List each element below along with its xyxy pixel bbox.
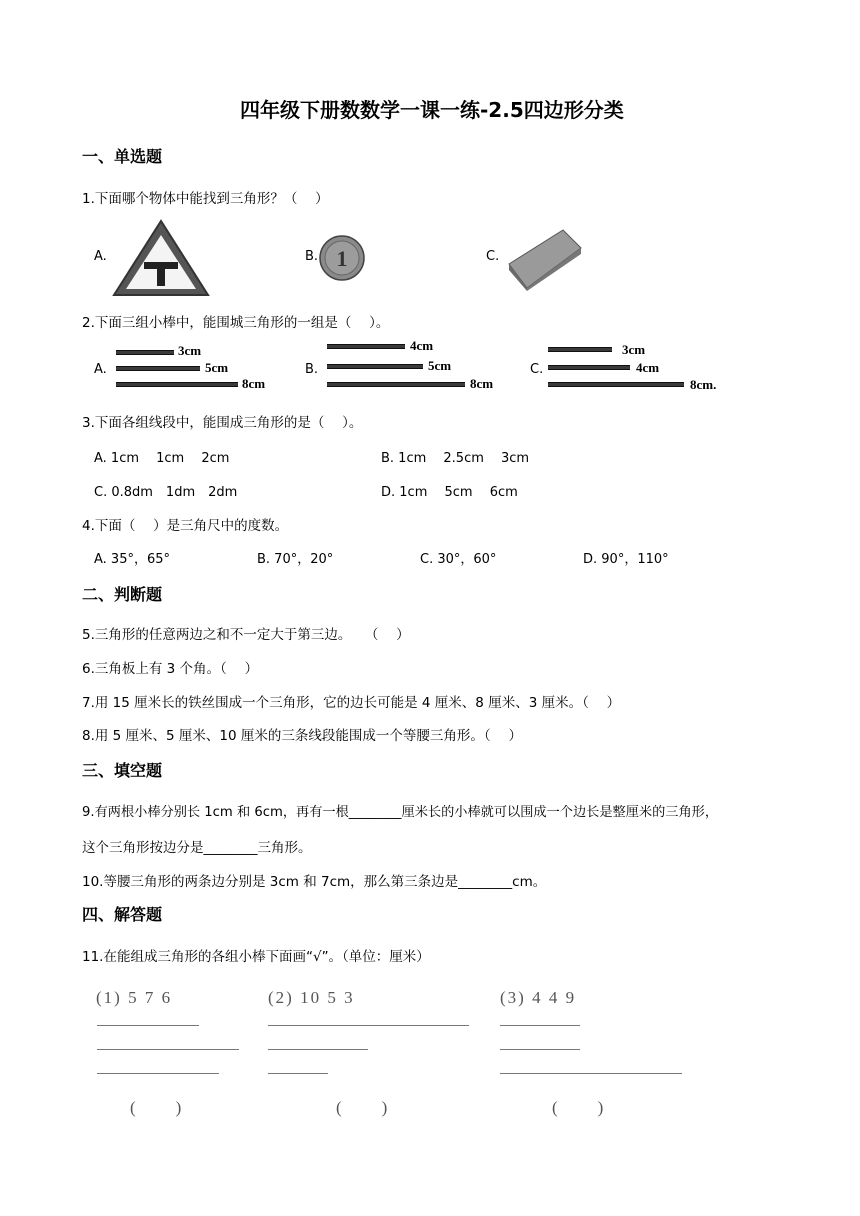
q11-g2-stick-1 [268,1025,469,1026]
question-4: 4.下面（ ）是三角尺中的度数。 [82,518,289,534]
q11-group-1-paren: ( ) [130,1098,184,1117]
section-heading-fill-blank: 三、填空题 [82,761,163,780]
question-5: 5.三角形的任意两边之和不一定大于第三边。 （ ） [82,627,410,643]
svg-text:1: 1 [336,246,348,271]
q2-c-stick-2 [548,365,630,370]
q2-c-stick-2-label: 4cm [636,360,660,375]
q4-option-d: D. 90°，110° [583,552,669,567]
q2-b-stick-1-label: 4cm [410,338,434,353]
question-9-line-1: 9.有两根小棒分别长 1cm 和 6cm，再有一根________厘米长的小棒就可以围成一个边长是整厘米的三角形， [82,805,719,820]
q11-g1-stick-3 [97,1073,219,1074]
question-9-line-2: 这个三角形按边分是________三角形。 [82,840,312,856]
brick-image [505,220,583,292]
question-8: 8.用 5 厘米、5 厘米、10 厘米的三条线段能围成一个等腰三角形。（ ） [82,728,522,744]
q11-g3-stick-3 [500,1073,682,1074]
q2-a-stick-3 [116,382,238,387]
q1-option-c-label: C. [486,249,500,264]
q2-a-stick-1-label: 3cm [178,343,202,358]
triangle-road-sign-image [112,218,210,298]
q2-b-stick-2-label: 5cm [428,358,452,373]
q11-g1-stick-2 [97,1049,239,1050]
q11-group-3-numbers: (3) 4 4 9 [500,988,577,1007]
q2-a-stick-1 [116,350,174,355]
q3-option-c: C. 0.8dm 1dm 2dm [94,485,238,500]
q2-option-a-label: A. [94,362,107,377]
q2-c-stick-1-label: 3cm [622,342,646,357]
q4-option-a: A. 35°，65° [94,552,171,567]
q11-g1-stick-1 [97,1025,199,1026]
q2-a-stick-2 [116,366,200,371]
q2-b-stick-2 [327,364,423,369]
question-11: 11.在能组成三角形的各组小棒下面画“√”。（单位：厘米） [82,949,430,965]
question-1: 1.下面哪个物体中能找到三角形？（ ） [82,191,329,207]
q1-option-a-label: A. [94,249,107,264]
q2-option-b-label: B. [305,362,319,377]
q1-option-b-label: B. [305,249,319,264]
question-2: 2.下面三组小棒中，能围城三角形的一组是（ ）。 [82,315,390,331]
q11-group-1-numbers: (1) 5 7 6 [96,988,173,1007]
q11-g3-stick-2 [500,1049,580,1050]
q3-option-d: D. 1cm 5cm 6cm [381,485,518,500]
q2-c-stick-3-label: 8cm. [690,377,717,392]
q3-option-a: A. 1cm 1cm 2cm [94,451,230,466]
q2-b-stick-1 [327,344,405,349]
q11-group-3-paren: ( ) [552,1098,606,1117]
q2-a-stick-2-label: 5cm [205,360,229,375]
question-10: 10.等腰三角形的两条边分别是 3cm 和 7cm，那么第三条边是________cm。 [82,874,547,890]
q3-option-b: B. 1cm 2.5cm 3cm [381,451,530,466]
question-3: 3.下面各组线段中，能围成三角形的是（ ）。 [82,415,363,431]
section-heading-true-false: 二、判断题 [82,585,163,604]
section-heading-single-choice: 一、单选题 [82,147,163,166]
coin-image [319,235,365,281]
q2-b-stick-3-label: 8cm [470,376,494,391]
question-6: 6.三角板上有 3 个角。（ ） [82,661,259,677]
q11-group-2-paren: ( ) [336,1098,390,1117]
q2-a-stick-3-label: 8cm [242,376,266,391]
q2-c-stick-1 [548,347,612,352]
q11-g3-stick-1 [500,1025,580,1026]
q2-option-c-label: C. [530,362,544,377]
q4-option-b: B. 70°，20° [257,552,334,567]
section-heading-solve: 四、解答题 [82,905,163,924]
page-title: 四年级下册数数学一课一练-2.5四边形分类 [240,98,624,122]
q11-g2-stick-2 [268,1049,368,1050]
q11-g2-stick-3 [268,1073,328,1074]
q11-group-2-numbers: (2) 10 5 3 [268,988,355,1007]
q2-b-stick-3 [327,382,465,387]
q2-c-stick-3 [548,382,684,387]
q4-option-c: C. 30°，60° [420,552,497,567]
question-7: 7.用 15 厘米长的铁丝围成一个三角形，它的边长可能是 4 厘米、8 厘米、3 厘米。（ ） [82,695,621,711]
